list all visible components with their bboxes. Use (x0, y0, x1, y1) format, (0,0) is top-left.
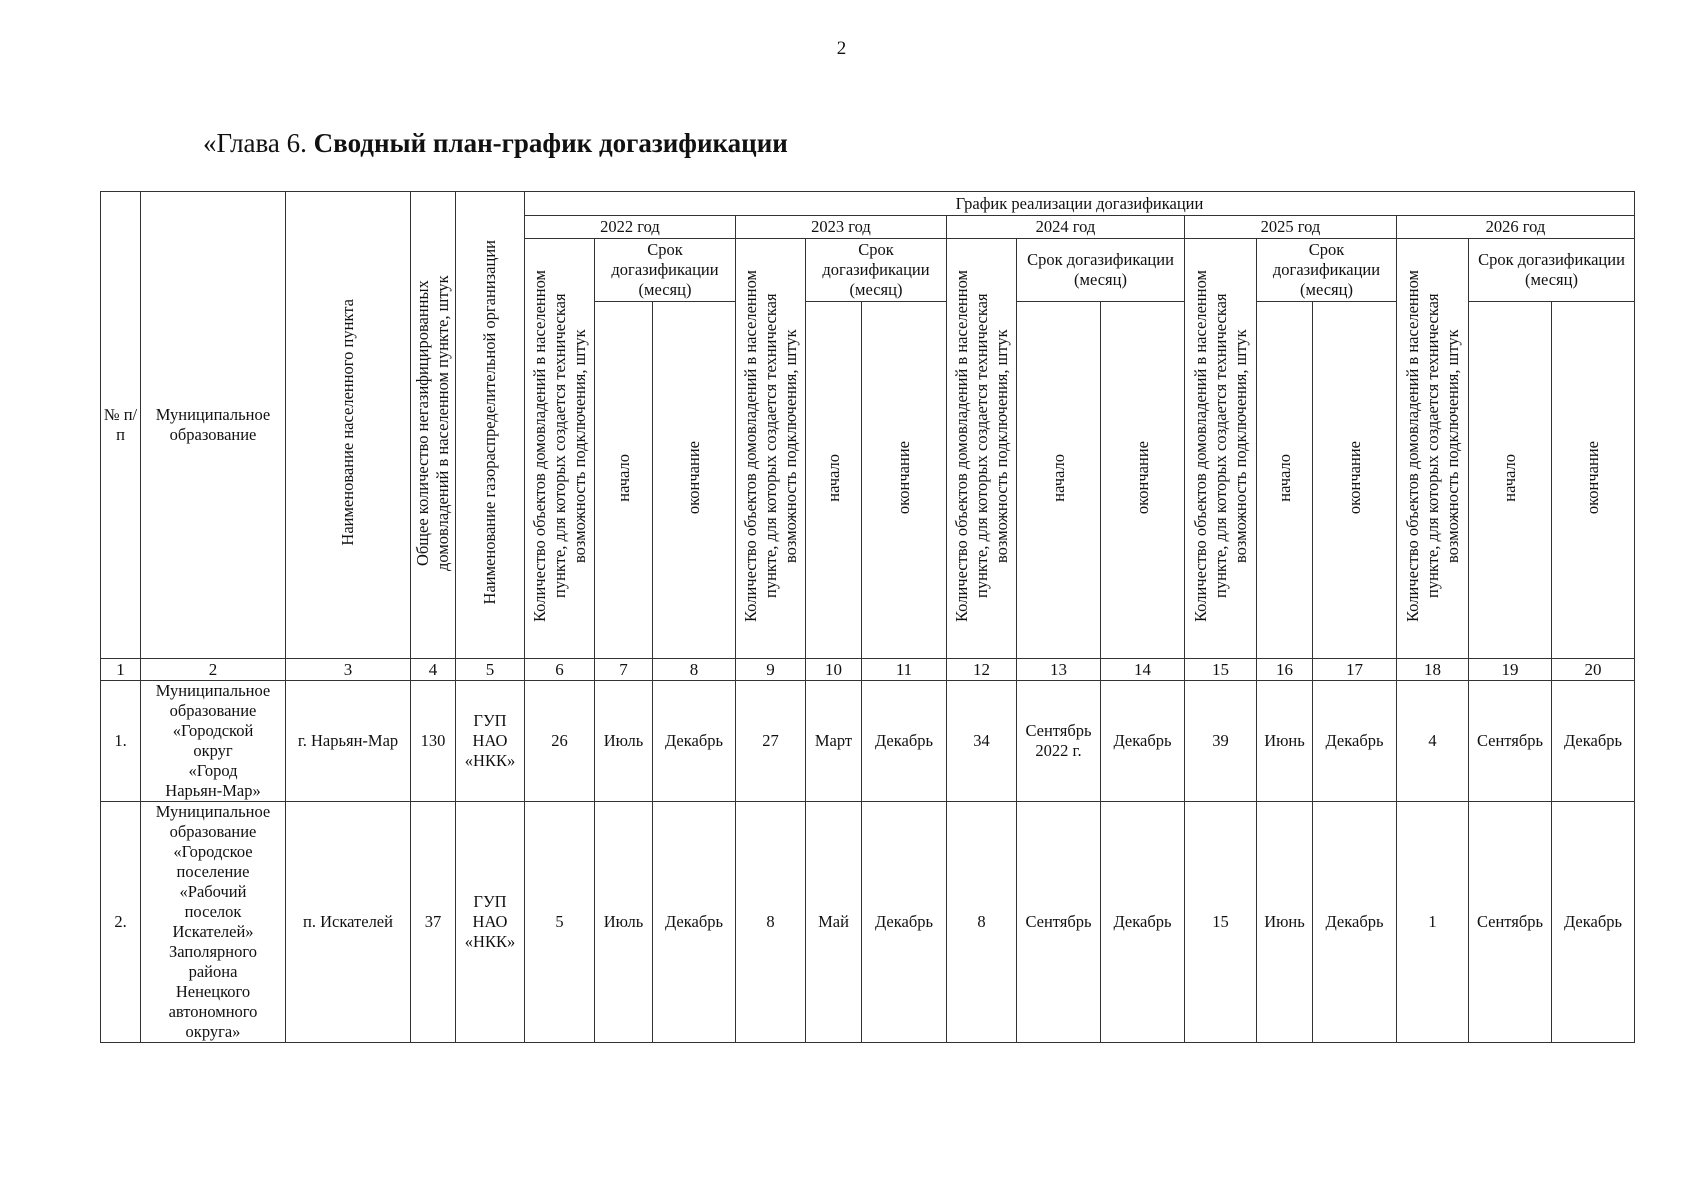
header-count-2025: Количество объектов домовладений в населенном пункте, для которых создается техническая возможность подключения, штук (1185, 239, 1257, 659)
header-row-schedule (101, 192, 1635, 216)
table-row (101, 681, 1635, 802)
end-2026: Декабрь (1552, 802, 1635, 1043)
column-number: 5 (456, 659, 525, 681)
start-2026: Сентябрь (1469, 802, 1552, 1043)
column-number: 16 (1257, 659, 1313, 681)
header-start-2024: начало (1017, 302, 1101, 659)
column-number: 8 (653, 659, 736, 681)
header-year-2024: 2024 год (947, 216, 1185, 239)
column-number: 19 (1469, 659, 1552, 681)
start-2022: Июль (595, 802, 653, 1043)
header-end-2022: окончание (653, 302, 736, 659)
column-number: 9 (736, 659, 806, 681)
start-2022: Июль (595, 681, 653, 802)
row-number: 1. (101, 681, 141, 802)
header-count-2026: Количество объектов домовладений в населенном пункте, для которых создается техническая возможность подключения, штук (1397, 239, 1469, 659)
header-start-2023: начало (806, 302, 862, 659)
column-number: 7 (595, 659, 653, 681)
header-year-2023: 2023 год (736, 216, 947, 239)
column-number: 11 (862, 659, 947, 681)
page-number: 2 (836, 38, 847, 59)
end-2022: Декабрь (653, 802, 736, 1043)
gas-organization: ГУП НАО «НКК» (456, 802, 525, 1043)
table-row (101, 802, 1635, 1043)
municipality-name: Муниципальное образование «Городское поселение «Рабочий поселок Искателей» Заполярного района Ненецкого автономного округа» (141, 802, 286, 1043)
start-2025: Июнь (1257, 681, 1313, 802)
settlement-name: п. Искателей (286, 802, 411, 1043)
column-number: 12 (947, 659, 1017, 681)
total-households: 130 (411, 681, 456, 802)
column-number: 3 (286, 659, 411, 681)
schedule-table (100, 191, 1635, 1043)
header-start-2026: начало (1469, 302, 1552, 659)
column-number: 18 (1397, 659, 1469, 681)
header-gas-organization: Наименование газораспределительной организации (456, 192, 525, 659)
column-number: 1 (101, 659, 141, 681)
settlement-name: г. Нарьян-Мар (286, 681, 411, 802)
header-total-households: Общее количество негазифицированных домовладений в населенном пункте, штук (411, 192, 456, 659)
column-number: 4 (411, 659, 456, 681)
header-count-2023: Количество объектов домовладений в населенном пункте, для которых создается техническая возможность подключения, штук (736, 239, 806, 659)
header-year-2022: 2022 год (525, 216, 736, 239)
header-settlement: Наименование населенного пункта (286, 192, 411, 659)
header-year-2025: 2025 год (1185, 216, 1397, 239)
chapter-prefix: «Глава 6. (203, 128, 314, 158)
header-start-2025: начало (1257, 302, 1313, 659)
header-municipality: Муниципальное образование (141, 192, 286, 659)
header-end-2023: окончание (862, 302, 947, 659)
header-count-2022: Количество объектов домовладений в населенном пункте, для которых создается техническая возможность подключения, штук (525, 239, 595, 659)
column-number: 15 (1185, 659, 1257, 681)
header-term-2022: Срок догазификации (месяц) (595, 239, 736, 302)
column-number: 13 (1017, 659, 1101, 681)
start-2026: Сентябрь (1469, 681, 1552, 802)
column-number-row (101, 659, 1635, 681)
start-2023: Май (806, 802, 862, 1043)
header-end-2024: окончание (1101, 302, 1185, 659)
header-term-2023: Срок догазификации (месяц) (806, 239, 947, 302)
start-2023: Март (806, 681, 862, 802)
count-2024: 8 (947, 802, 1017, 1043)
column-number: 6 (525, 659, 595, 681)
end-2023: Декабрь (862, 681, 947, 802)
end-2022: Декабрь (653, 681, 736, 802)
end-2025: Декабрь (1313, 802, 1397, 1043)
end-2026: Декабрь (1552, 681, 1635, 802)
municipality-name: Муниципальное образование «Городской округ «Город Нарьян-Мар» (141, 681, 286, 802)
end-2024: Декабрь (1101, 681, 1185, 802)
total-households: 37 (411, 802, 456, 1043)
column-number: 17 (1313, 659, 1397, 681)
count-2023: 27 (736, 681, 806, 802)
column-number: 20 (1552, 659, 1635, 681)
header-term-2026: Срок догазификации (месяц) (1469, 239, 1635, 302)
start-2025: Июнь (1257, 802, 1313, 1043)
header-number: № п/п (101, 192, 141, 659)
header-end-2025: окончание (1313, 302, 1397, 659)
header-start-2022: начало (595, 302, 653, 659)
count-2022: 26 (525, 681, 595, 802)
count-2026: 4 (1397, 681, 1469, 802)
column-number: 14 (1101, 659, 1185, 681)
page-title (203, 128, 788, 159)
count-2025: 39 (1185, 681, 1257, 802)
column-number: 10 (806, 659, 862, 681)
count-2025: 15 (1185, 802, 1257, 1043)
count-2024: 34 (947, 681, 1017, 802)
header-schedule-title: График реализации догазификации (525, 192, 1635, 216)
header-term-2025: Срок догазификации (месяц) (1257, 239, 1397, 302)
header-count-2024: Количество объектов домовладений в населенном пункте, для которых создается техническая возможность подключения, штук (947, 239, 1017, 659)
start-2024: Сентябрь (1017, 802, 1101, 1043)
start-2024: Сентябрь 2022 г. (1017, 681, 1101, 802)
end-2024: Декабрь (1101, 802, 1185, 1043)
count-2026: 1 (1397, 802, 1469, 1043)
header-term-2024: Срок догазификации (месяц) (1017, 239, 1185, 302)
end-2025: Декабрь (1313, 681, 1397, 802)
count-2022: 5 (525, 802, 595, 1043)
header-end-2026: окончание (1552, 302, 1635, 659)
end-2023: Декабрь (862, 802, 947, 1043)
count-2023: 8 (736, 802, 806, 1043)
chapter-title: Сводный план-график догазификации (313, 128, 788, 158)
schedule-table-wrapper (100, 191, 1635, 1043)
gas-organization: ГУП НАО «НКК» (456, 681, 525, 802)
column-number: 2 (141, 659, 286, 681)
row-number: 2. (101, 802, 141, 1043)
header-year-2026: 2026 год (1397, 216, 1635, 239)
